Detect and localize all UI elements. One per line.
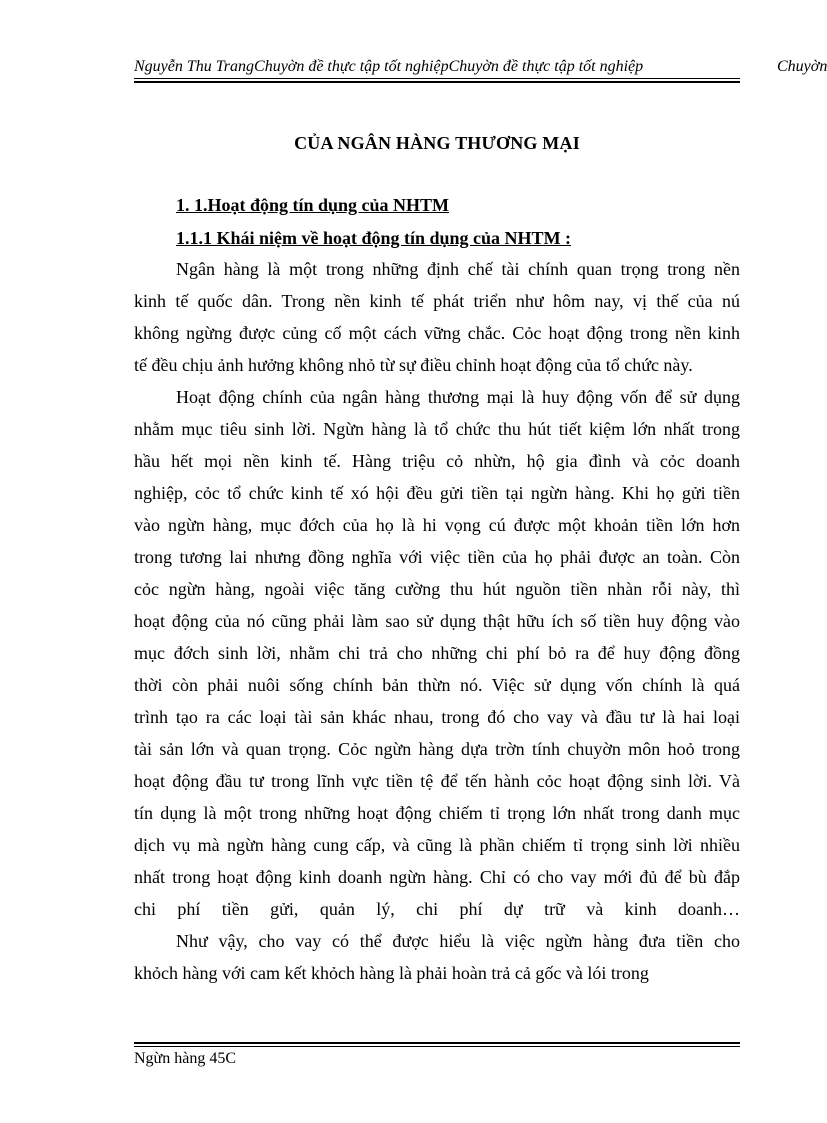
paragraph-line: tài sản lớn và quan trọng. Cỏc ngừn hàng dựa trờn tính chuyờn môn hoỏ trong: [134, 739, 740, 759]
paragraph-line: không ngừng được củng cố một cách vững chắc. Cỏc hoạt động trong nền kinh: [134, 323, 740, 343]
subsection-heading: 1.1.1 Khái niệm về hoạt động tín dụng của NHTM :: [176, 228, 572, 248]
paragraph-line: hoạt động đầu tư trong lĩnh vực tiền tệ để tến hành cỏc hoạt động sinh lời. Và: [134, 771, 740, 791]
paragraph-line: mục đớch sinh lời, nhằm chi trả cho những chi phí bỏ ra để huy động đồng: [134, 643, 740, 663]
paragraph-line: nhất trong hoạt động kinh doanh ngừn hàng. Chỉ có cho vay mới đủ để bù đắp: [134, 867, 740, 887]
footer-rule: [134, 1046, 740, 1047]
paragraph-line: Như vậy, cho vay có thể được hiểu là việc ngừn hàng đưa tiền cho: [176, 931, 740, 951]
paragraph-line: hầu hết mọi nền kinh tế. Hàng triệu cỏ nhừn, hộ gia đình và cỏc doanh: [134, 451, 740, 471]
paragraph-line: kinh tế quốc dân. Trong nền kinh tế phát triển như hôm nay, vị thế của nú: [134, 291, 740, 311]
header-overflow-text: Chuyờn: [777, 58, 827, 75]
page-footer: Ngừn hàng 45C: [134, 1050, 236, 1067]
footer-rule-thick: [134, 1042, 740, 1044]
paragraph-line: cỏc ngừn hàng, ngoài việc tăng cường thu hút nguồn tiền nhàn rỗi này, thì: [134, 579, 740, 599]
paragraph-line: chi phí tiền gửi, quản lý, chi phí dự trữ và kinh doanh…: [134, 899, 740, 919]
paragraph-line: trình tạo ra các loại tài sản khác nhau, trong đó cho vay và đầu tư là hai loại: [134, 707, 740, 727]
paragraph-line: hoạt động của nó cũng phải làm sao sử dụng thật hữu ích số tiền huy động vào: [134, 611, 740, 631]
paragraph-line: khỏch hàng với cam kết khỏch hàng là phải hoàn trả cả gốc và lói trong: [134, 963, 649, 983]
paragraph-line: tế đều chịu ảnh hưởng không nhỏ từ sự điều chỉnh hoạt động của tổ chức này.: [134, 355, 693, 375]
chapter-title: CỦA NGÂN HÀNG THƯƠNG MẠI: [294, 133, 580, 153]
paragraph-line: thời còn phải nuôi sống chính bản thừn nó. Việc sử dụng vốn chính là quá: [134, 675, 740, 695]
header-text: Nguyễn Thu TrangChuyờn đề thực tập tốt nghiệpChuyờn đề thực tập tốt nghiệp: [134, 58, 644, 75]
paragraph-line: dịch vụ mà ngừn hàng cung cấp, và cũng là phần chiếm tỉ trọng sinh lời nhiều: [134, 835, 740, 855]
paragraph-line: nhằm mục tiêu sinh lời. Ngừn hàng là tổ chức thu hút tiết kiệm lớn nhất trong: [134, 419, 740, 439]
section-heading: 1. 1.Hoạt động tín dụng của NHTM: [176, 195, 450, 215]
paragraph-line: trong tương lai nhưng đồng nghĩa với việc tiền của họ phải được an toàn. Còn: [134, 547, 740, 567]
paragraph-line: tín dụng là một trong những hoạt động chiếm tỉ trọng lớn nhất trong danh mục: [134, 803, 740, 823]
header-rule: [134, 78, 740, 79]
paragraph-line: vào ngừn hàng, mục đớch của họ là hi vọng cú được một khoản tiền lớn hơn: [134, 515, 740, 535]
header-rule-thick: [134, 81, 740, 83]
paragraph-line: Ngân hàng là một trong những định chế tài chính quan trọng trong nền: [176, 259, 740, 279]
paragraph-line: Hoạt động chính của ngân hàng thương mại là huy động vốn để sử dụng: [176, 387, 740, 407]
paragraph-line: nghiệp, cỏc tổ chức kinh tế xó hội đều gửi tiền tại ngừn hàng. Khi họ gửi tiền: [134, 483, 740, 503]
